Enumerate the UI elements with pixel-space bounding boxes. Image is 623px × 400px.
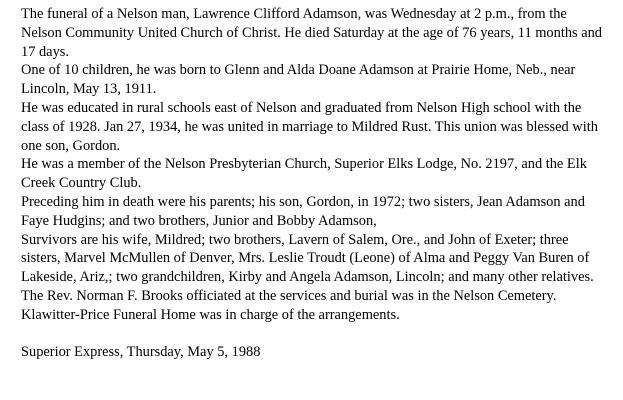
obituary-document [21,5,606,362]
paragraph-memberships: He was a member of the Nelson Presbyterian Church, Superior Elks Lodge, No. 2197, and the Elk Creek Country Club. [21,156,587,192]
paragraph-funeral: The funeral of a Nelson man, Lawrence Clifford Adamson, was Wednesday at 2 p.m., from the Nelson Community United Church of Christ. He died Saturday at the age of 76 years, 11 months and 17 days. [21,6,602,60]
paragraph-education-marriage: He was educated in rural schools east of Nelson and graduated from Nelson High school with the class of 1928. Jan 27, 1934, he was united in marriage to Mildred Rust. This union was blessed with one son, Gordon. [21,99,598,154]
paragraph-services: The Rev. Norman F. Brooks officiated at the services and burial was in the Nelson Cemetery. [21,287,557,304]
paragraph-preceded-in-death: Preceding him in death were his parents; his son, Gordon, in 1972; two sisters, Jean Adamson and Faye Hudgins; and two brothers, Junior and Bobby Adamson, [21,193,585,229]
paragraph-birth: One of 10 children, he was born to Glenn and Alda Doane Adamson at Prairie Home, Neb., near Lincoln, May 13, 1911. [21,62,576,98]
source-citation: Superior Express, Thursday, May 5, 1988 [21,344,261,361]
paragraph-funeral-home: Klawitter-Price Funeral Home was in charge of the arrangements. [21,306,400,323]
paragraph-survivors: Survivors are his wife, Mildred; two brothers, Lavern of Salem, Ore., and John of Exeter; three sisters, Marvel McMullen of Denver, Mrs. Leslie Troudt (Leone) of Alma and Peggy Van Buren of Lakeside, Ariz,; two grandchildren, Kirby and Angela Adamson, Lincoln; and many other relatives. [21,231,594,286]
blank-line [21,325,606,344]
